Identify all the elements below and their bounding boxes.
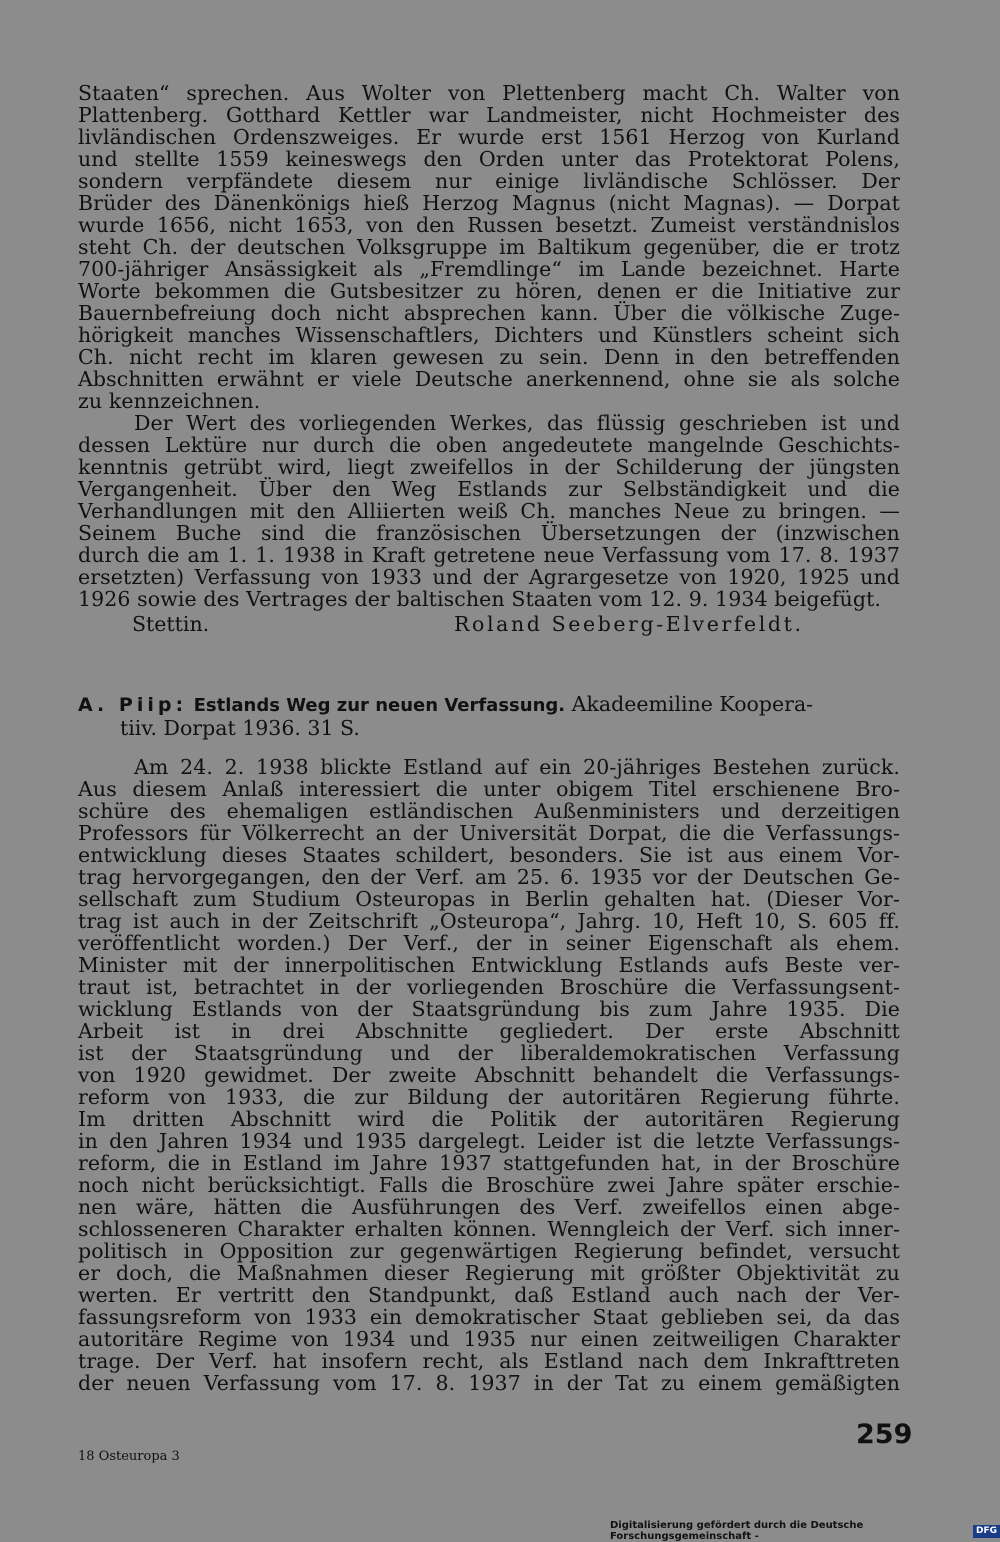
text-line: ersetzten) Verfassung von 1933 und der Agrargesetze von 1920, 1925 und — [78, 565, 900, 589]
text-line: schlosseneren Charakter erhalten können. Wenngleich der Verf. sich inner- — [78, 1217, 900, 1241]
text-line: Aus diesem Anlaß interessiert die unter obigem Titel erschienene Bro- — [78, 777, 900, 801]
text-line: Minister mit der innerpolitischen Entwicklung Estlands aufs Beste ver- — [78, 953, 900, 977]
signature-place: Stettin. — [132, 612, 210, 636]
text-line: Seinem Buche sind die französischen Übersetzungen der (inzwischen — [78, 521, 900, 545]
reviewed-title: Estlands Weg zur neuen Verfassung. — [193, 695, 566, 716]
text-line: sondern verpfändete diesem nur einige livländische Schlösser. Der — [78, 169, 900, 193]
footer-text: Digitalisierung gefördert durch die Deutsche Forschungsgemeinschaft - — [610, 1520, 864, 1542]
review-heading — [78, 692, 900, 740]
text-line: 700-jähriger Ansässigkeit als „Fremdlinge“ im Lande bezeichnet. Harte — [78, 257, 900, 281]
review-continuation — [78, 82, 900, 638]
text-line: veröffentlicht worden.) Der Verf., der in seiner Eigenschaft als ehem. — [78, 931, 900, 955]
text-line: Staaten“ sprechen. Aus Wolter von Plettenberg macht Ch. Walter von — [78, 81, 900, 105]
text-line: Abschnitten erwähnt er viele Deutsche anerkennend, ohne sie als solche — [78, 367, 900, 391]
text-line: politisch in Opposition zur gegenwärtigen Regierung befindet, versucht — [78, 1239, 900, 1263]
text-line: noch nicht berücksichtigt. Falls die Broschüre zwei Jahre später erschie- — [78, 1173, 900, 1197]
text-line: Bauernbefreiung doch nicht absprechen kann. Über die völkische Zuge- — [78, 301, 900, 325]
review-body — [78, 756, 900, 1394]
signature-mark: 18 Osteuropa 3 — [78, 1449, 180, 1464]
text-line: der neuen Verfassung vom 17. 8. 1937 in der Tat zu einem gemäßigten — [78, 1371, 900, 1395]
text-line: fassungsreform von 1933 ein demokratischer Staat geblieben sei, da das — [78, 1305, 900, 1329]
review-signature — [78, 610, 900, 638]
text-line: wicklung Estlands von der Staatsgründung bis zum Jahre 1935. Die — [78, 997, 900, 1021]
text-line: Professors für Völkerrecht an der Universität Dorpat, die die Verfassungs- — [78, 821, 900, 845]
text-line: kenntnis getrübt wird, liegt zweifellos in der Schilderung der jüngsten — [78, 455, 900, 479]
text-line: wurde 1656, nicht 1653, von den Russen besetzt. Zumeist verständnislos — [78, 213, 900, 237]
text-line: Im dritten Abschnitt wird die Politik der autoritären Regierung — [78, 1107, 900, 1131]
text-line: 1926 sowie des Vertrages der baltischen Staaten vom 12. 9. 1934 beigefügt. — [78, 587, 882, 611]
text-line: traut ist, betrachtet in der vorliegenden Broschüre die Verfassungsent- — [78, 975, 900, 999]
text-line: hörigkeit manches Wissenschaftlers, Dichters und Künstlers scheint sich — [78, 323, 900, 347]
text-line: Brüder des Dänenkönigs hieß Herzog Magnus (nicht Magnas). — Dorpat — [78, 191, 900, 215]
text-line: Arbeit ist in drei Abschnitte gegliedert. Der erste Abschnitt — [78, 1019, 900, 1043]
text-line: trage. Der Verf. hat insofern recht, als Estland nach dem Inkrafttreten — [78, 1349, 900, 1373]
text-line: Der Wert des vorliegenden Werkes, das flüssig geschrieben ist und — [134, 411, 900, 435]
text-line: nen wäre, hätten die Ausführungen des Verf. zweifellos einen abge- — [78, 1195, 900, 1219]
text-line: livländischen Ordenszweiges. Er wurde erst 1561 Herzog von Kurland — [78, 125, 900, 149]
text-line: Plattenberg. Gotthard Kettler war Landmeister, nicht Hochmeister des — [78, 103, 900, 127]
text-line: trag hervorgegangen, den der Verf. am 25. 6. 1935 vor der Deutschen Ge- — [78, 865, 900, 889]
publisher-line-2: tiiv. Dorpat 1936. 31 S. — [120, 716, 360, 740]
text-line: trag ist auch in der Zeitschrift „Osteuropa“, Jahrg. 10, Heft 10, S. 605 ff. — [78, 909, 900, 933]
text-line: dessen Lektüre nur durch die oben angedeutete mangelnde Geschichts- — [78, 433, 900, 457]
heading-line-1 — [78, 692, 900, 716]
digitization-footer — [610, 1520, 1000, 1542]
text-line: in den Jahren 1934 und 1935 dargelegt. Leider ist die letzte Verfassungs- — [78, 1129, 900, 1153]
text-line: entwicklung dieses Staates schildert, besonders. Sie ist aus einem Vor- — [78, 843, 900, 867]
text-line: er doch, die Maßnahmen dieser Regierung mit größter Objektivität zu — [78, 1261, 900, 1285]
text-line: von 1920 gewidmet. Der zweite Abschnitt behandelt die Verfassungs- — [78, 1063, 900, 1087]
text-line: reform von 1933, die zur Bildung der autoritären Regierung führte. — [78, 1085, 900, 1109]
text-line: Vergangenheit. Über den Weg Estlands zur Selbständigkeit und die — [78, 477, 900, 501]
text-line: Am 24. 2. 1938 blickte Estland auf ein 20-jähriges Bestehen zurück. — [134, 755, 900, 779]
text-line: reform, die in Estland im Jahre 1937 stattgefunden hat, in der Broschüre — [78, 1151, 900, 1175]
reviewer-name: Roland Seeberg-Elverfeldt. — [454, 612, 804, 636]
text-line: Verhandlungen mit den Alliierten weiß Ch. manches Neue zu bringen. — — [78, 499, 900, 523]
publisher-line-1: Akadeemiline Koopera- — [571, 692, 814, 716]
text-line: steht Ch. der deutschen Volksgruppe im Baltikum gegenüber, die er trotz — [78, 235, 900, 259]
text-line: schüre des ehemaligen estländischen Außenministers und derzeitigen — [78, 799, 900, 823]
text-line: durch die am 1. 1. 1938 in Kraft getretene neue Verfassung vom 17. 8. 1937 — [78, 543, 900, 567]
text-line: zu kennzeichnen. — [78, 389, 261, 413]
text-line: werten. Er vertritt den Standpunkt, daß Estland auch nach der Ver- — [78, 1283, 900, 1307]
text-line: Ch. nicht recht im klaren gewesen zu sein. Denn in den betreffenden — [78, 345, 900, 369]
text-line: sellschaft zum Studium Osteuropas in Berlin gehalten hat. (Dieser Vor- — [78, 887, 900, 911]
dfg-logo-icon: DFG — [973, 1525, 1000, 1538]
text-line: und stellte 1559 keineswegs den Orden unter das Protektorat Polens, — [78, 147, 900, 171]
page-number: 259 — [856, 1419, 913, 1450]
text-line: Worte bekommen die Gutsbesitzer zu hören, denen er die Initiative zur — [78, 279, 900, 303]
text-line: autoritäre Regime von 1934 und 1935 nur einen zeitweiligen Charakter — [78, 1327, 900, 1351]
text-line: ist der Staatsgründung und der liberaldemokratischen Verfassung — [78, 1041, 900, 1065]
reviewed-author: A. Piip: — [78, 694, 188, 716]
